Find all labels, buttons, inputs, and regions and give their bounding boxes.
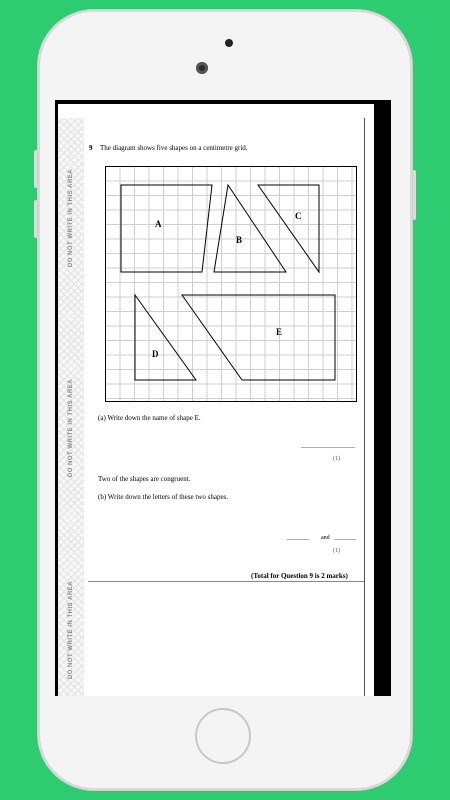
question-intro: The diagram shows five shapes on a centimetre grid. xyxy=(100,144,248,152)
question-total: (Total for Question 9 is 2 marks) xyxy=(251,572,348,580)
shape-label-c: C xyxy=(295,211,302,221)
power-button[interactable] xyxy=(412,170,416,220)
shape-e xyxy=(182,295,335,380)
part-b-marks: (1) xyxy=(333,548,340,554)
part-a-marks: (1) xyxy=(333,456,340,462)
question-number: 9 xyxy=(89,144,93,152)
part-b-answer-line-2[interactable]: ...................... xyxy=(334,536,356,542)
shape-label-d: D xyxy=(152,349,159,359)
shape-label-e: E xyxy=(276,327,283,337)
part-b-and: and xyxy=(321,535,330,541)
shape-a xyxy=(121,185,212,272)
exam-page[interactable] xyxy=(58,104,374,696)
home-button[interactable] xyxy=(195,708,251,764)
part-a-question: (a) Write down the name of shape E. xyxy=(98,414,201,422)
shape-label-a: A xyxy=(155,219,162,229)
margin-strip xyxy=(58,118,84,696)
screen xyxy=(55,100,391,696)
front-camera-icon xyxy=(196,62,208,74)
divider xyxy=(88,581,364,582)
part-b-answer-line-1[interactable]: ...................... xyxy=(287,536,309,542)
shape-label-b: B xyxy=(236,235,243,245)
shapes-diagram xyxy=(106,167,358,403)
margin-warning-label: DO NOT WRITE IN THIS AREA xyxy=(68,168,74,268)
margin-rule xyxy=(364,118,365,696)
congruent-statement: Two of the shapes are congruent. xyxy=(98,475,191,483)
centimetre-grid xyxy=(105,166,357,402)
shape-b xyxy=(214,185,286,272)
margin-warning-label: DO NOT WRITE IN THIS AREA xyxy=(68,378,74,478)
shape-c xyxy=(258,185,319,272)
part-a-answer-line[interactable]: ...................................................... xyxy=(301,444,355,450)
part-b-question: (b) Write down the letters of these two shapes. xyxy=(98,493,229,501)
margin-warning-label: DO NOT WRITE IN THIS AREA xyxy=(68,580,74,680)
earpiece-speaker xyxy=(225,39,233,47)
shape-d xyxy=(135,295,196,380)
